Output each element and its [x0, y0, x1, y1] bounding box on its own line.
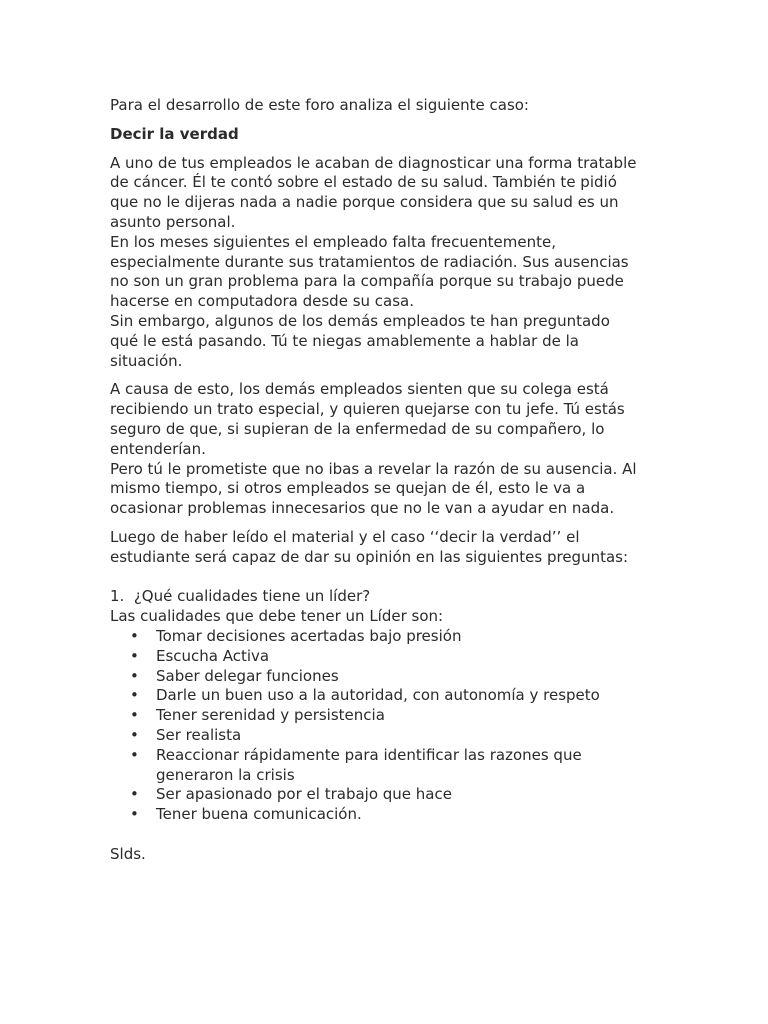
bullet-icon: • — [130, 785, 139, 804]
list-item — [110, 667, 670, 687]
list-item-text: Darle un buen uso a la autoridad, con autonomía y respeto — [156, 686, 600, 705]
text-line: no son un gran problema para la compañía porque su trabajo puede — [110, 272, 624, 291]
case-title: Decir la verdad — [110, 124, 239, 143]
paragraph-1 — [110, 154, 670, 372]
paragraph-2 — [110, 380, 670, 519]
list-item — [110, 805, 670, 825]
list-item — [110, 746, 670, 786]
bullet-icon: • — [130, 686, 139, 705]
bullet-icon: • — [130, 666, 139, 685]
blank-line — [110, 568, 670, 588]
list-item — [110, 706, 670, 726]
text-line: En los meses siguientes el empleado falta frecuentemente, — [110, 232, 556, 251]
text-line: estudiante será capaz de dar su opinión en las siguientes preguntas: — [110, 547, 629, 566]
text-line: especialmente durante sus tratamientos de radiación. Sus ausencias — [110, 252, 629, 271]
text-line: A uno de tus empleados le acaban de diagnosticar una forma tratable — [110, 153, 637, 172]
document-page — [110, 96, 670, 864]
text-line: recibiendo un trato especial, y quieren quejarse con tu jefe. Tú estás — [110, 400, 625, 419]
list-item-text: Reaccionar rápidamente para identificar las razones que — [156, 745, 582, 764]
bullet-icon: • — [130, 725, 139, 744]
list-item — [110, 647, 670, 667]
text-line: seguro de que, si supieran de la enfermedad de su compañero, lo — [110, 419, 605, 438]
list-item — [110, 686, 670, 706]
list-item — [110, 726, 670, 746]
list-item-text: Tener serenidad y persistencia — [156, 706, 385, 725]
text-line: Luego de haber leído el material y el caso ‘‘decir la verdad’’ el — [110, 527, 580, 546]
closing-text: Slds. — [110, 844, 146, 863]
text-line: que no le dijeras nada a nadie porque considera que su salud es un — [110, 193, 619, 212]
list-item-text: Ser apasionado por el trabajo que hace — [156, 785, 452, 804]
intro-text: Para el desarrollo de este foro analiza el siguiente caso: — [110, 96, 529, 114]
text-line: Sin embargo, algunos de los demás empleados te han preguntado — [110, 311, 610, 330]
paragraph-3 — [110, 528, 670, 568]
list-item-text: Escucha Activa — [156, 646, 270, 665]
text-line: mismo tiempo, si otros empleados se quejan de él, esto le va a — [110, 479, 586, 498]
text-line: A causa de esto, los demás empleados sienten que su colega está — [110, 380, 609, 399]
list-item-text: generaron la crisis — [156, 765, 295, 784]
text-line: Pero tú le prometiste que no ibas a revelar la razón de su ausencia. Al — [110, 459, 637, 478]
text-line: qué le está pasando. Tú te niegas amablemente a hablar de la — [110, 331, 579, 350]
list-item-text: Tener buena comunicación. — [156, 805, 362, 824]
text-line: entenderían. — [110, 439, 206, 458]
bullet-icon: • — [130, 646, 139, 665]
question-1: 1. ¿Qué cualidades tiene un líder? — [110, 587, 371, 606]
qualities-list — [110, 627, 670, 825]
text-line: situación. — [110, 351, 183, 370]
list-item-text: Ser realista — [156, 725, 242, 744]
text-line: asunto personal. — [110, 212, 236, 231]
list-item — [110, 627, 670, 647]
text-line: de cáncer. Él te contó sobre el estado de su salud. También te pidió — [110, 173, 617, 192]
bullet-icon: • — [130, 706, 139, 725]
list-item-text: Saber delegar funciones — [156, 666, 339, 685]
bullet-icon: • — [130, 805, 139, 824]
answer-intro: Las cualidades que debe tener un Líder son: — [110, 607, 444, 626]
text-line: hacerse en computadora desde su casa. — [110, 292, 415, 311]
bullet-icon: • — [130, 626, 139, 645]
list-item — [110, 785, 670, 805]
text-line: ocasionar problemas innecesarios que no le van a ayudar en nada. — [110, 499, 615, 518]
list-item-text: Tomar decisiones acertadas bajo presión — [156, 626, 462, 645]
bullet-icon: • — [130, 745, 139, 764]
